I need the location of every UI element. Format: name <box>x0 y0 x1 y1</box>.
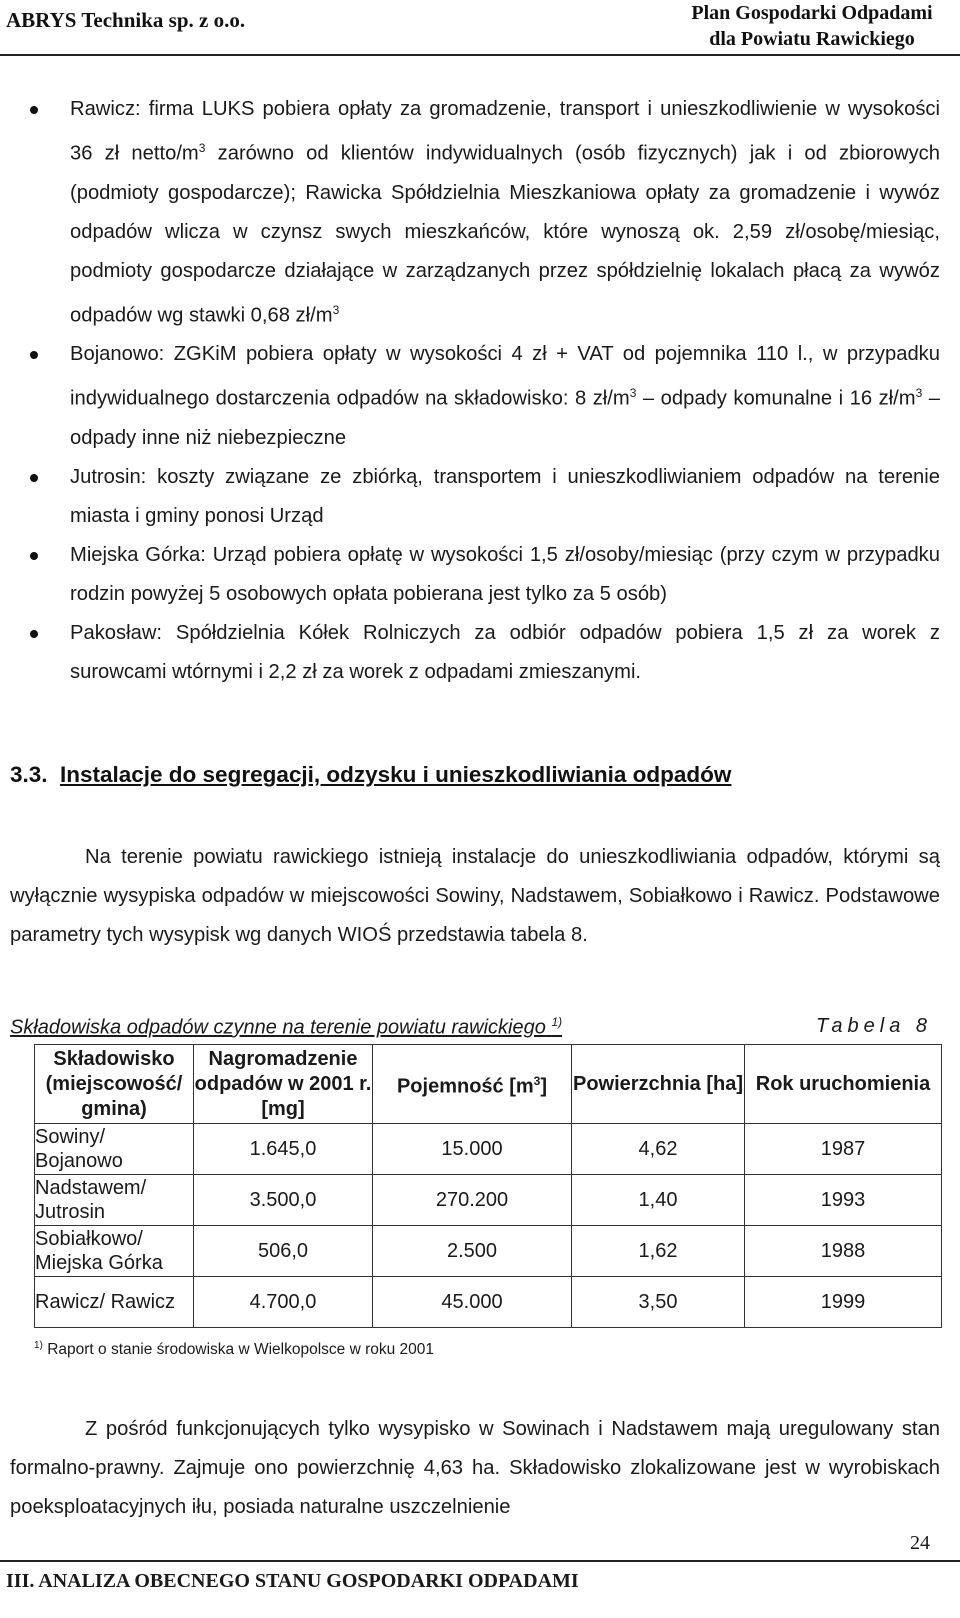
table-row <box>35 1226 942 1277</box>
header-divider <box>0 54 960 56</box>
document-title-line1: Plan Gospodarki Odpadami <box>691 2 933 24</box>
cell-area: 4,62 <box>572 1124 745 1175</box>
header-area: Powierzchnia [ha] <box>572 1045 745 1124</box>
section-heading <box>10 762 731 788</box>
bullet-bojanowo: Bojanowo: ZGKiM pobiera opłaty w wysokości 4 zł + VAT od pojemnika 110 l., w przypadku indywidualnego dostarczenia odpadów na składowisko: 8 $zł/m^3$ – odpady komunalne i 16 $zł/m^3$ – odpady inne niż niebezpieczne <box>30 335 940 458</box>
bullet-icon <box>30 552 38 560</box>
table-caption-row <box>10 1015 940 1045</box>
cell-site: Nadstawem/ Jutrosin <box>35 1175 194 1226</box>
table-label: Tabela 8 <box>816 1015 932 1037</box>
chapter-footer: III. ANALIZA OBECNEGO STANU GOSPODARKI ODPADAMI <box>6 1570 579 1592</box>
cell-year: 1993 <box>745 1175 942 1226</box>
bullet-icon <box>30 630 38 638</box>
footer-divider <box>0 1560 960 1562</box>
page-header <box>0 0 960 56</box>
paragraph-legal-status: Z pośród funkcjonujących tylko wysypisko w Sowinach i Nadstawem mają uregulowany stan formalno-prawny. Zajmuje ono powierzchnię 4,63 ha. Składowisko zlokalizowane jest w wyrobiskach poeksploatacyjnych iłu, posiada naturalne uszczelnienie <box>10 1418 940 1518</box>
cell-area: 1,40 <box>572 1175 745 1226</box>
fee-bullet-list <box>30 90 940 692</box>
bullet-miejska-gorka: Miejska Górka: Urząd pobiera opłatę w wysokości 1,5 zł/osoby/miesiąc (przy czym w przypadku rodzin powyżej 5 osobowych opłata pobierana jest tylko za 5 osób) <box>30 536 940 614</box>
cell-area: 1,62 <box>572 1226 745 1277</box>
table-row <box>35 1175 942 1226</box>
header-capacity: Pojemność $[m^3]$ <box>373 1045 572 1124</box>
cell-accumulation: 3.500,0 <box>194 1175 373 1226</box>
cell-area: 3,50 <box>572 1277 745 1328</box>
bullet-icon <box>30 474 38 482</box>
table-footnote: $^{1)}$ Raport o stanie środowiska w Wielkopolsce w roku 2001 <box>34 1340 435 1359</box>
landfill-table <box>34 1044 942 1328</box>
cell-capacity: 45.000 <box>373 1277 572 1328</box>
cell-site: Sowiny/ Bojanowo <box>35 1124 194 1175</box>
document-title-line2: dla Powiatu Rawickiego <box>709 28 915 50</box>
document-title <box>672 0 952 52</box>
cell-accumulation: 4.700,0 <box>194 1277 373 1328</box>
bullet-pakoslaw: Pakosław: Spółdzielnia Kółek Rolniczych za odbiór odpadów pobiera 1,5 zł za worek z surowcami wtórnymi i 2,2 zł za worek z odpadami zmieszanymi. <box>30 614 940 692</box>
cell-capacity: 2.500 <box>373 1226 572 1277</box>
table-header-row <box>35 1045 942 1124</box>
bullet-jutrosin: Jutrosin: koszty związane ze zbiórką, transportem i unieszkodliwianiem odpadów na terenie miasta i gminy ponosi Urząd <box>30 458 940 536</box>
cell-accumulation: 506,0 <box>194 1226 373 1277</box>
cell-accumulation: 1.645,0 <box>194 1124 373 1175</box>
table-row <box>35 1277 942 1328</box>
section-title: Instalacje do segregacji, odzysku i unieszkodliwiania odpadów <box>60 762 732 787</box>
header-accumulation: Nagromadzenie odpadów w 2001 r.[mg] <box>194 1045 373 1124</box>
bullet-rawicz: Rawicz: firma LUKS pobiera opłaty za gromadzenie, transport i unieszkodliwienie w wysokości 36 zł netto/$m^3$ zarówno od klientów indywidualnych (osób fizycznych) jak i od zbiorowych (podmioty gospodarcze); Rawicka Spółdzielnia Mieszkaniowa opłaty za gromadzenie i wywóz odpadów wlicza w czynsz swych mieszkańców, które wynoszą ok. 2,59 zł/osobę/miesiąc, podmioty gospodarcze działające w zarządzanych przez spółdzielnię lokalach płacą za wywóz odpadów wg stawki 0,68 $zł/m^3$ <box>30 90 940 335</box>
table-caption: Składowiska odpadów czynne na terenie powiatu rawickiego $^{1)}$ <box>10 1015 563 1039</box>
bullet-icon <box>30 106 38 114</box>
table-row <box>35 1124 942 1175</box>
cell-site: Sobiałkowo/ Miejska Górka <box>35 1226 194 1277</box>
page-number: 24 <box>910 1532 930 1554</box>
header-site: Składowisko (miejscowość/ gmina) <box>35 1045 194 1124</box>
cell-year: 1988 <box>745 1226 942 1277</box>
cell-capacity: 270.200 <box>373 1175 572 1226</box>
cell-capacity: 15.000 <box>373 1124 572 1175</box>
cell-year: 1987 <box>745 1124 942 1175</box>
bullet-icon <box>30 351 38 359</box>
header-year: Rok uruchomienia <box>745 1045 942 1124</box>
cell-year: 1999 <box>745 1277 942 1328</box>
company-name: ABRYS Technika sp. z o.o. <box>6 8 246 32</box>
paragraph-installations: Na terenie powiatu rawickiego istnieją instalacje do unieszkodliwiania odpadów, którymi są wyłącznie wysypiska odpadów w miejscowości Sowiny, Nadstawem, Sobiałkowo i Rawicz. Podstawowe parametry tych wysypisk wg danych WIOŚ przedstawia tabela 8. <box>10 846 940 946</box>
section-number: 3.3. <box>10 762 48 787</box>
cell-site: Rawicz/ Rawicz <box>35 1277 194 1328</box>
